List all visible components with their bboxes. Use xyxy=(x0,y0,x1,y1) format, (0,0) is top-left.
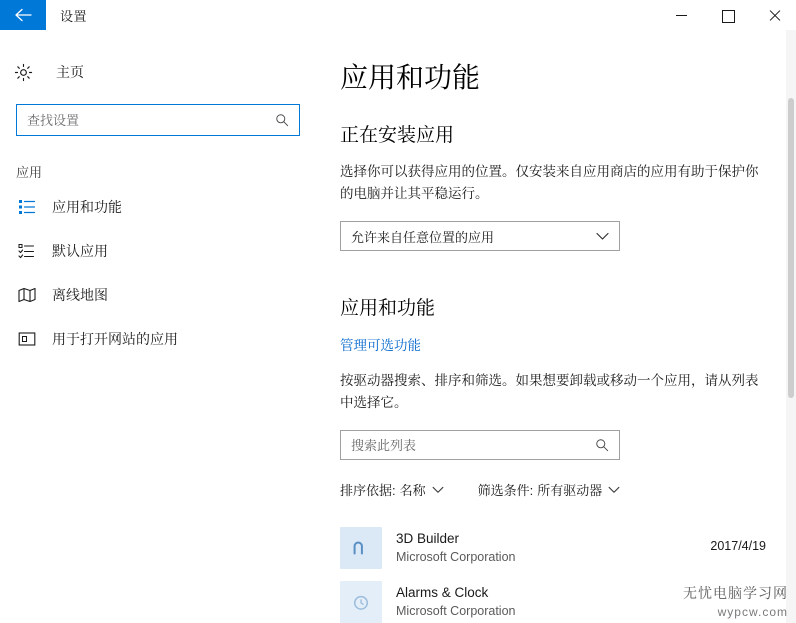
sidebar xyxy=(0,30,320,623)
app-icon-3d-builder xyxy=(340,527,382,569)
sort-by-label: 排序依据: xyxy=(340,483,396,498)
sidebar-section-label: 应用 xyxy=(16,165,43,180)
watermark-line2: wypcw.com xyxy=(717,605,788,619)
app-list-search[interactable] xyxy=(340,430,620,460)
sidebar-item-default-apps[interactable] xyxy=(0,229,320,273)
search-icon[interactable] xyxy=(593,438,611,452)
gear-icon xyxy=(14,63,44,82)
back-button[interactable] xyxy=(0,0,46,30)
sort-by-value: 名称 xyxy=(399,483,426,498)
sidebar-search xyxy=(16,104,300,136)
sidebar-item-websites-apps-label: 用于打开网站的应用 xyxy=(52,331,178,347)
list-item[interactable] xyxy=(340,521,766,575)
manage-optional-features-link[interactable]: 管理可选功能 xyxy=(340,338,421,353)
sort-filter-row xyxy=(340,480,766,499)
sidebar-item-apps-features-label: 应用和功能 xyxy=(52,199,122,215)
installing-apps-description: 选择你可以获得应用的位置。仅安装来自应用商店的应用有助于保护你的电脑并让其平稳运行。 xyxy=(340,164,759,201)
apps-features-heading: 应用和功能 xyxy=(340,298,436,319)
filter-by-value: 所有驱动器 xyxy=(537,483,603,498)
main-content xyxy=(320,30,796,623)
sidebar-item-offline-maps-label: 离线地图 xyxy=(52,287,108,303)
window-title: 设置 xyxy=(60,8,88,24)
list-item-meta xyxy=(396,530,710,566)
filter-by-dropdown[interactable] xyxy=(478,480,621,499)
app-list-search-input[interactable] xyxy=(349,437,593,454)
sidebar-item-home[interactable] xyxy=(0,52,320,92)
close-button[interactable] xyxy=(750,0,796,30)
list-item[interactable] xyxy=(340,575,766,623)
sort-by-dropdown[interactable] xyxy=(340,480,444,499)
page-title: 应用和功能 xyxy=(340,62,481,93)
maximize-button[interactable] xyxy=(704,0,750,30)
sidebar-item-default-apps-label: 默认应用 xyxy=(52,243,108,259)
maximize-icon xyxy=(722,10,733,21)
app-icon-alarms-clock xyxy=(340,581,382,623)
app-publisher: Microsoft Corporation xyxy=(396,604,516,618)
chevron-down-icon xyxy=(432,482,444,497)
title-bar xyxy=(0,0,796,30)
window-controls xyxy=(658,0,796,30)
minimize-button[interactable] xyxy=(658,0,704,30)
filter-by-label: 筛选条件: xyxy=(477,483,534,498)
installing-apps-heading: 正在安装应用 xyxy=(340,125,455,146)
chevron-down-icon xyxy=(608,482,620,497)
back-arrow-icon xyxy=(14,8,32,22)
install-source-value: 允许来自任意位置的应用 xyxy=(351,229,495,245)
search-input[interactable] xyxy=(25,112,273,129)
minimize-icon xyxy=(676,10,687,21)
sidebar-item-apps-features[interactable] xyxy=(0,185,320,229)
scrollbar-thumb[interactable] xyxy=(788,98,794,398)
sidebar-item-websites-apps[interactable] xyxy=(0,317,320,361)
close-icon xyxy=(768,10,779,21)
chevron-down-icon xyxy=(596,229,609,244)
app-install-date: 2017/4/19 xyxy=(710,539,766,553)
search-icon[interactable] xyxy=(273,113,291,127)
list-item-meta xyxy=(396,584,766,620)
apps-features-description: 按驱动器搜索、排序和筛选。如果想要卸载或移动一个应用，请从列表中选择它。 xyxy=(340,373,759,410)
default-apps-icon xyxy=(16,240,38,262)
vertical-scrollbar[interactable] xyxy=(786,30,796,623)
map-icon xyxy=(16,284,38,306)
watermark-line1: 无忧电脑学习网 xyxy=(683,585,788,601)
sidebar-home-label: 主页 xyxy=(56,64,84,80)
sidebar-item-offline-maps[interactable] xyxy=(0,273,320,317)
app-publisher: Microsoft Corporation xyxy=(396,550,516,564)
website-apps-icon xyxy=(16,328,38,350)
list-icon xyxy=(16,196,38,218)
app-name: Alarms & Clock xyxy=(396,585,489,600)
app-name: 3D Builder xyxy=(396,531,460,546)
search-box[interactable] xyxy=(16,104,300,136)
install-source-dropdown[interactable] xyxy=(340,221,620,251)
